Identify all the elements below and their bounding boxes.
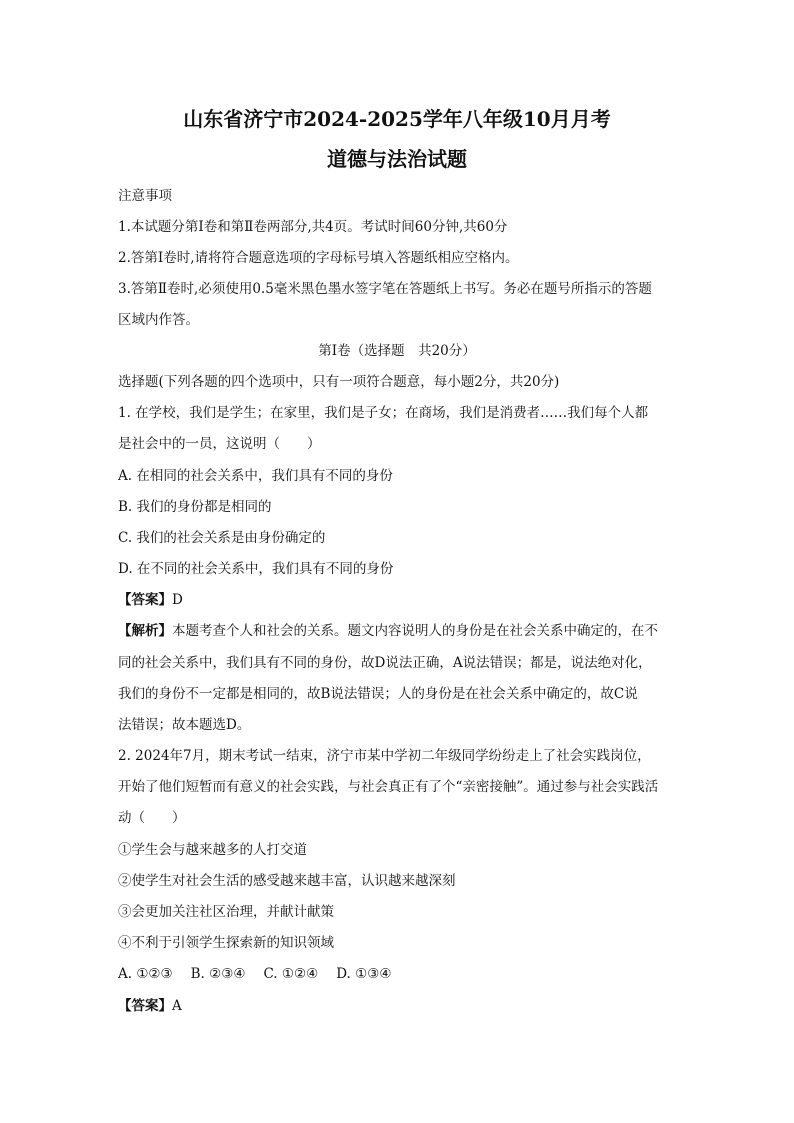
q1-analysis-line-1 [118,622,688,640]
q2-option-d: D. ①③④ [336,966,392,982]
q1-option-b: B. 我们的身份都是相同的 [118,499,272,515]
q1-analysis-line-4: 法错误；故本题选D。 [118,717,251,733]
q1-option-d: D. 在不同的社会关系中，我们具有不同的身份 [118,561,394,577]
q2-statement-2: ②使学生对社会生活的感受越来越丰富，认识越来越深刻 [118,873,456,889]
notes-item-1: 1.本试题分第Ⅰ卷和第Ⅱ卷两部分,共4页。考试时间60分钟,共60分 [118,219,508,235]
q1-answer-value: D [172,592,183,608]
q1-stem-line-1: 1. 在学校，我们是学生；在家里，我们是子女；在商场，我们是消费者……我们每个人都 [118,405,649,421]
q1-answer [118,591,688,609]
q2-option-c: C. ①②④ [263,966,319,982]
q1-option-a: A. 在相同的社会关系中，我们具有不同的身份 [118,468,393,484]
notes-heading: 注意事项 [118,188,172,204]
exam-subtitle: 道德与法治试题 [327,147,467,171]
q1-analysis-line-3: 我们的身份不一定都是相同的，故B说法错误；人的身份是在社会关系中确定的，故C说 [118,686,638,702]
q2-options [118,965,688,983]
q2-answer [118,997,688,1015]
q2-stem-line-3: 动（ ） [118,810,186,826]
q2-statement-3: ③会更加关注社区治理，并献计献策 [118,904,334,920]
q2-option-a: A. ①②③ [118,966,173,982]
q1-option-c: C. 我们的社会关系是由身份确定的 [118,530,326,546]
q1-answer-label: 【答案】 [118,592,172,608]
notes-item-3-line-1: 3.答第Ⅱ卷时,必须使用0.5毫米黑色墨水签字笔在答题纸上书写。务必在题号所指示的答题 [118,281,652,297]
q2-option-b: B. ②③④ [190,966,246,982]
q2-statement-1: ①学生会与越来越多的人打交道 [118,842,307,858]
exam-title: 山东省济宁市2024-2025学年八年级10月月考 [183,107,611,131]
q2-answer-value: A [172,998,182,1014]
q1-analysis-line-2: 同的社会关系中，我们具有不同的身份，故D说法正确，A说法错误；都是，说法绝对化， [118,655,652,671]
q2-statement-4: ④不利于引领学生探索新的知识领域 [118,935,334,951]
q1-analysis-label: 【解析】 [118,623,172,639]
q1-analysis-text: 本题考查个人和社会的关系。题文内容说明人的身份是在社会关系中确定的，在不 [172,623,658,639]
q2-answer-label: 【答案】 [118,998,172,1014]
section-title: 第Ⅰ卷（选择题 共20分） [318,343,476,359]
q2-stem-line-2: 开始了他们短暂而有意义的社会实践，与社会真正有了个“亲密接触”。通过参与社会实践活 [118,779,659,795]
q2-stem-line-1: 2. 2024年7月，期末考试一结束，济宁市某中学初二年级同学纷纷走上了社会实践岗位， [118,748,651,764]
notes-item-3-line-2: 区域内作答。 [118,312,199,328]
section-instruction: 选择题(下列各题的四个选项中，只有一项符合题意，每小题2分，共20分) [118,374,560,390]
q1-stem-line-2: 是社会中的一员，这说明（ ） [118,436,321,452]
notes-item-2: 2.答第Ⅰ卷时,请将符合题意选项的字母标号填入答题纸相应空格内。 [118,250,519,266]
